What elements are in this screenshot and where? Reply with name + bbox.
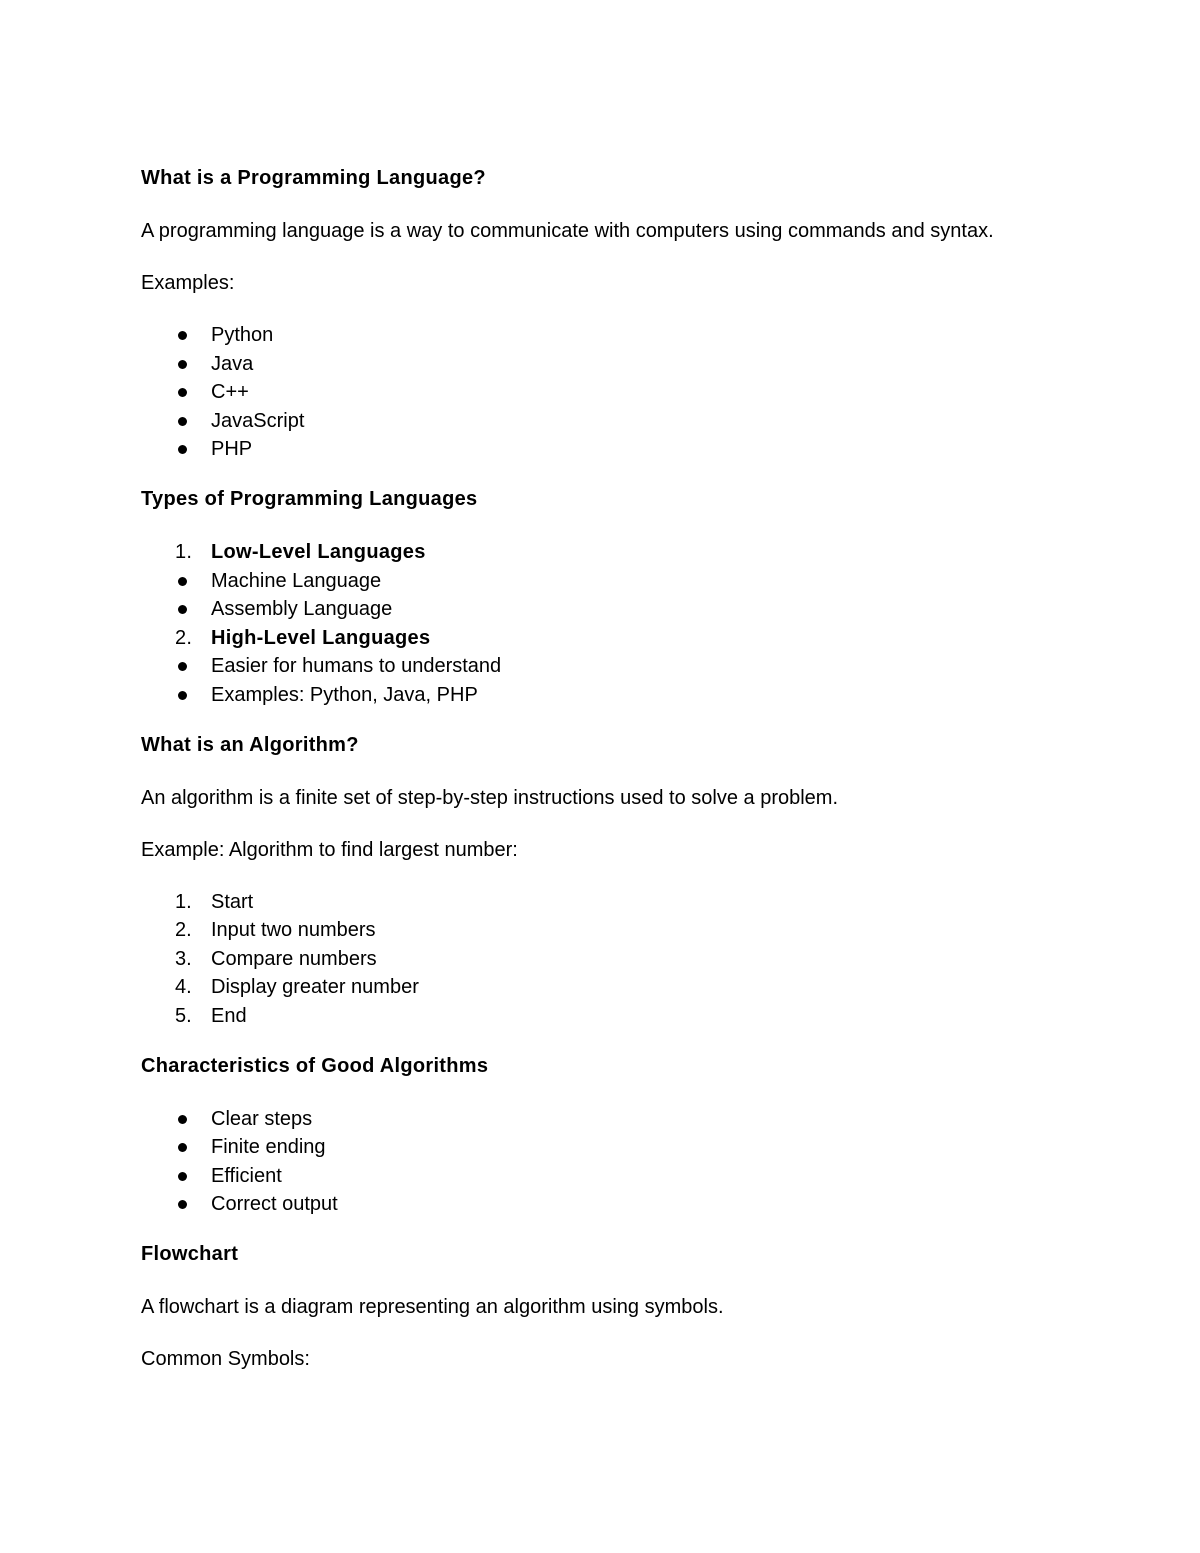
section-heading-programming-language: What is a Programming Language? bbox=[141, 167, 486, 189]
section-heading-types: Types of Programming Languages bbox=[141, 487, 478, 510]
list-item: Examples: Python, Java, PHP bbox=[141, 681, 1021, 710]
list-item: Machine Language bbox=[141, 567, 1021, 596]
list-item: C++ bbox=[141, 378, 1021, 407]
list-item: 2. Input two numbers bbox=[175, 919, 376, 942]
bullet-icon bbox=[178, 1200, 187, 1209]
list-item: Java bbox=[141, 350, 1021, 379]
flowchart-definition: A flowchart is a diagram representing an algorithm using symbols. bbox=[141, 1295, 724, 1318]
list-item: Python bbox=[141, 321, 1021, 350]
bullet-icon bbox=[178, 577, 187, 586]
bullet-icon bbox=[178, 388, 187, 397]
programming-language-definition: A programming language is a way to communicate with computers using commands and syntax. bbox=[141, 220, 994, 242]
list-item: PHP bbox=[141, 435, 1021, 464]
bullet-icon bbox=[178, 1172, 187, 1181]
bullet-icon bbox=[178, 662, 187, 671]
list-item: Correct output bbox=[141, 1190, 1021, 1219]
list-item: 3. Compare numbers bbox=[175, 947, 377, 970]
bullet-icon bbox=[178, 1143, 187, 1152]
bullet-icon bbox=[178, 445, 187, 454]
bullet-icon bbox=[178, 605, 187, 614]
bullet-icon bbox=[178, 417, 187, 426]
list-item: 1. Start bbox=[175, 890, 254, 913]
numbered-item-high-level: 2. High-Level Languages bbox=[175, 626, 431, 649]
bullet-icon bbox=[178, 331, 187, 340]
types-list bbox=[141, 538, 1021, 710]
list-item: 4. Display greater number bbox=[175, 976, 419, 999]
numbered-item-low-level: 1. Low-Level Languages bbox=[175, 540, 426, 563]
algorithm-example-label: Example: Algorithm to find largest number: bbox=[141, 838, 518, 861]
characteristics-list bbox=[141, 1105, 1021, 1219]
bullet-icon bbox=[178, 360, 187, 369]
common-symbols-label: Common Symbols: bbox=[141, 1347, 310, 1370]
list-item: Assembly Language bbox=[141, 595, 1021, 624]
list-item: Efficient bbox=[141, 1162, 1021, 1191]
bullet-icon bbox=[178, 691, 187, 700]
bullet-icon bbox=[178, 1115, 187, 1124]
algorithm-definition: An algorithm is a finite set of step-by-step instructions used to solve a problem. bbox=[141, 786, 839, 809]
section-heading-flowchart: Flowchart bbox=[141, 1242, 239, 1265]
list-item: Finite ending bbox=[141, 1133, 1021, 1162]
section-heading-algorithm: What is an Algorithm? bbox=[141, 733, 359, 756]
list-item: Easier for humans to understand bbox=[141, 652, 1021, 681]
section-heading-characteristics: Characteristics of Good Algorithms bbox=[141, 1054, 489, 1077]
list-item: Clear steps bbox=[141, 1105, 1021, 1134]
algorithm-steps-list bbox=[141, 888, 1021, 1031]
document-page bbox=[141, 165, 1021, 1373]
list-item: JavaScript bbox=[141, 407, 1021, 436]
examples-label: Examples: bbox=[141, 272, 235, 294]
list-item: 5. End bbox=[175, 1004, 247, 1027]
examples-list bbox=[141, 321, 1021, 464]
